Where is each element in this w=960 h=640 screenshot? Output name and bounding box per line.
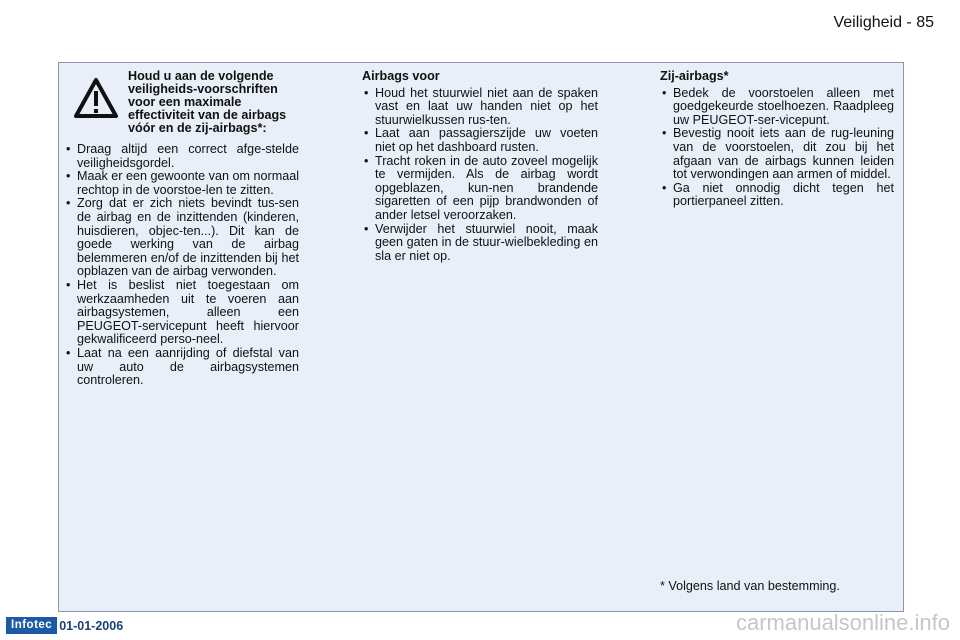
front-airbags-title: Airbags voor xyxy=(362,69,440,83)
footer xyxy=(6,617,123,634)
list-item: • Verwijder het stuurwiel nooit, maak geen gaten in de stuur-wielbekleding en sla er niet op. xyxy=(362,223,598,264)
list-item: • Laat na een aanrijding of diefstal van uw auto de airbagsystemen controleren. xyxy=(64,347,299,388)
warning-title: Houd u aan de volgende veiligheids-voorschriften voor een maximale effectiviteit van de airbags vóór en de zij-airbags*: xyxy=(128,69,287,135)
front-airbags-list xyxy=(362,87,598,264)
safety-column xyxy=(64,70,299,388)
side-airbags-title: Zij-airbags* xyxy=(660,69,729,83)
header-separator: - xyxy=(901,14,917,31)
list-item: • Het is beslist niet toegestaan om werkzaamheden uit te voeren aan airbagsystemen, alleen een PEUGEOT-servicepunt heeft hiervoor gekwalificeerd perso-neel. xyxy=(64,279,299,347)
list-item: • Laat aan passagierszijde uw voeten niet op het dashboard rusten. xyxy=(362,127,598,154)
front-airbags-column xyxy=(362,70,598,263)
page-number: 85 xyxy=(916,14,934,31)
safety-list xyxy=(64,143,299,388)
watermark: carmanualsonline.info xyxy=(735,610,950,635)
side-airbags-column xyxy=(660,70,894,209)
warning-triangle-icon xyxy=(68,70,124,130)
page-header xyxy=(833,14,934,32)
side-airbags-list xyxy=(660,87,894,209)
list-item: • Houd het stuurwiel niet aan de spaken vast en laat uw handen niet op het stuurwielkussen rus-ten. xyxy=(362,87,598,128)
warning-header xyxy=(64,70,299,135)
section-title: Veiligheid xyxy=(833,14,902,31)
infotec-logo: Infotec xyxy=(6,617,57,634)
list-item: • Bedek de voorstoelen alleen met goedgekeurde stoelhoezen. Raadpleeg uw PEUGEOT-ser-vicepunt. xyxy=(660,87,894,128)
list-item: • Ga niet onnodig dicht tegen het portierpaneel zitten. xyxy=(660,182,894,209)
list-item: • Maak er een gewoonte van om normaal rechtop in de voorstoe-len te zitten. xyxy=(64,170,299,197)
footer-date: 01-01-2006 xyxy=(59,618,124,633)
list-item: • Tracht roken in de auto zoveel mogelijk te vermijden. Als de airbag wordt opgeblazen, kun-nen brandende sigaretten of een pijp brandwonden of ander letsel veroorzaken. xyxy=(362,155,598,223)
list-item: • Draag altijd een correct afge-stelde veiligheidsgordel. xyxy=(64,143,299,170)
list-item: • Zorg dat er zich niets bevindt tus-sen de airbag en de inzittenden (kinderen, huisdieren, objec-ten...). Dit kan de goede werking van de airbag belemmeren en/of de inzittenden bij het opblazen van de airbag verwonden. xyxy=(64,197,299,279)
list-item: • Bevestig nooit iets aan de rug-leuning van de voorstoelen, dit zou bij het afgaan van de airbags kunnen leiden tot verwondingen aan armen of middel. xyxy=(660,127,894,181)
footnote: * Volgens land van bestemming. xyxy=(660,579,840,593)
